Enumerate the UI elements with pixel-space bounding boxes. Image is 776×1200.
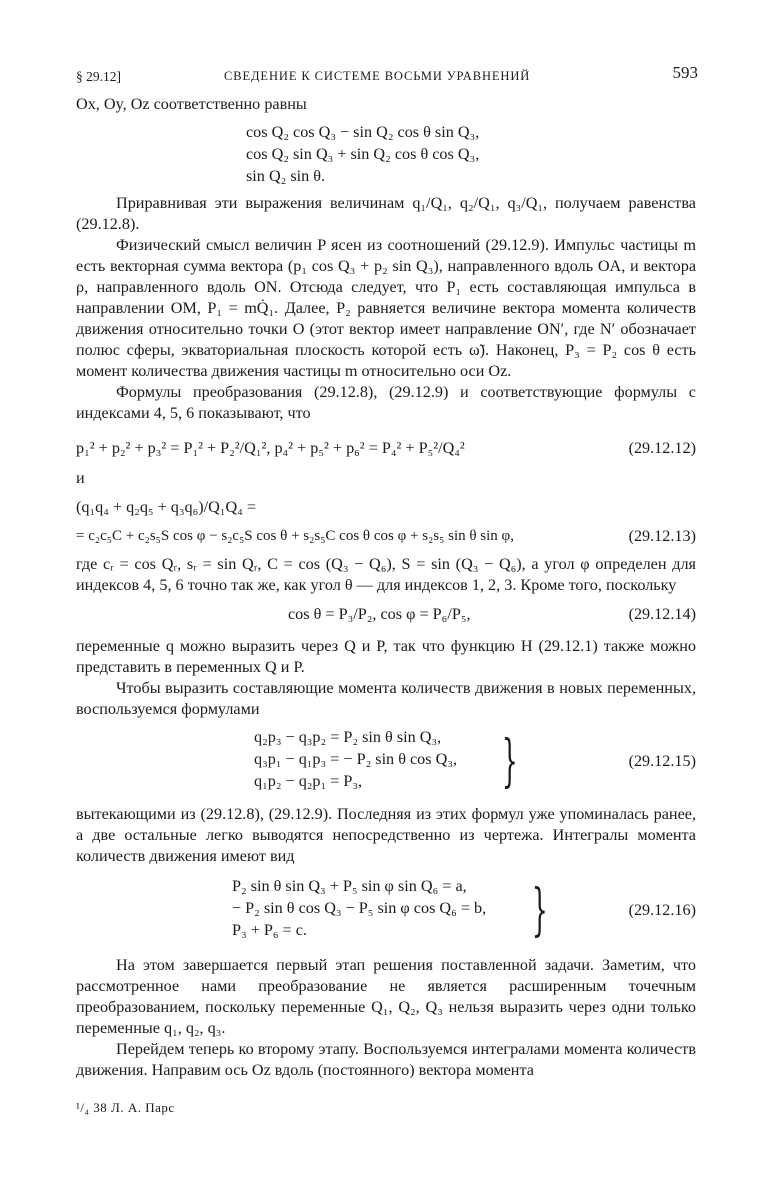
paragraph: Перейдем теперь ко второму этапу. Воспользуемся интегралами момента количеств движения. Направим ось Oz вдоль (постоянного) вектора момента bbox=[76, 1040, 696, 1079]
paragraph: Формулы преобразования (29.12.8), (29.12.9) и соответствующие формулы с индексами 4, 5, 6 показывают, что bbox=[76, 383, 696, 422]
equation-lines bbox=[254, 726, 457, 792]
equation-number: (29.12.14) bbox=[628, 605, 696, 623]
formula-block bbox=[246, 121, 696, 187]
paragraph: Чтобы выразить составляющие момента количеств движения в новых переменных, воспользуемся формулами bbox=[76, 679, 696, 718]
equation-29-12-16 bbox=[76, 875, 696, 947]
page-number: 593 bbox=[672, 63, 698, 82]
equation-line: P₂ sin θ sin Q₃ + P₅ sin φ sin Q₆ = a, bbox=[232, 877, 467, 895]
equation-29-12-14 bbox=[76, 596, 696, 630]
paragraph: переменные q можно выразить через Q и P, так что функцию H (29.12.1) также можно представить в переменных Q и P. bbox=[76, 637, 696, 676]
section-ref: § 29.12] bbox=[76, 69, 121, 84]
paragraph: где cᵣ = cos Qᵣ, sᵣ = sin Qᵣ, C = cos (Q₃ − Q₆), S = sin (Q₃ − Q₆), а угол φ определен для индексов 4, 5, 6 точно так же, как угол θ — для индексов 1, 2, 3. Кроме того, поскольку bbox=[76, 555, 696, 594]
equation-29-12-12 bbox=[76, 430, 696, 464]
equation-line: q₁p₂ − q₂p₁ = P₃, bbox=[254, 772, 363, 790]
paragraph: На этом завершается первый этап решения поставленной задачи. Заметим, что рассмотренное нами преобразование не является расширенным точечным преобразованием, поскольку переменные Q₁, Q₂, Q₃ нельзя выразить через одни только переменные q₁, q₂, q₃. bbox=[76, 956, 696, 1037]
running-header bbox=[76, 62, 696, 84]
intro-line: Ox, Oy, Oz соответственно равны bbox=[76, 95, 307, 113]
equation-number: (29.12.16) bbox=[628, 901, 696, 919]
chapter-title: СВЕДЕНИЕ К СИСТЕМЕ ВОСЬМИ УРАВНЕНИЙ bbox=[224, 69, 531, 83]
right-brace: } bbox=[531, 878, 548, 943]
paragraph: Приравнивая эти выражения величинам q₁/Q₁, q₂/Q₁, q₃/Q₁, получаем равенства (29.12.8). bbox=[76, 194, 696, 233]
equation-29-12-13-line1: (q₁q₄ + q₂q₅ + q₃q₆)/Q₁Q₄ = bbox=[76, 498, 256, 516]
equation-line: q₃p₁ − q₁p₃ = − P₂ sin θ cos Q₃, bbox=[254, 750, 458, 768]
page bbox=[76, 62, 696, 1081]
equation-lines bbox=[232, 875, 486, 941]
equation-text: cos θ = P₃/P₂, cos φ = P₆/P₅, bbox=[288, 605, 471, 623]
formula-line: sin Q₂ sin θ. bbox=[246, 167, 326, 185]
paragraph: вытекающими из (29.12.8), (29.12.9). Последняя из этих формул уже упоминалась ранее, а две остальные легко выводятся непосредственно из чертежа. Интегралы момента количеств движения имеют вид bbox=[76, 805, 696, 865]
equation-number: (29.12.12) bbox=[628, 439, 696, 457]
equation-line: q₂p₃ − q₃p₂ = P₂ sin θ sin Q₃, bbox=[254, 728, 442, 746]
equation-text: = c₂c₅C + c₂s₅S cos φ − s₂c₅S cos θ + s₂s₅C cos θ cos φ + s₂s₅ sin θ sin φ, bbox=[76, 528, 514, 544]
equation-number: (29.12.15) bbox=[628, 752, 696, 770]
equation-29-12-13 bbox=[76, 526, 696, 548]
equation-number: (29.12.13) bbox=[628, 527, 696, 545]
formula-line: cos Q₂ sin Q₃ + sin Q₂ cos θ cos Q₃, bbox=[246, 145, 480, 163]
equation-line: − P₂ sin θ cos Q₃ − P₅ sin φ cos Q₆ = b, bbox=[232, 899, 487, 917]
equation-29-12-15 bbox=[76, 726, 696, 798]
equation-text: p₁² + p₂² + p₃² = P₁² + P₂²/Q₁², p₄² + p₅² + p₆² = P₄² + P₅²/Q₄² bbox=[76, 439, 465, 457]
footer-signature: ¹/₄ 38 Л. А. Парс bbox=[76, 1100, 175, 1115]
conjunction: и bbox=[76, 469, 85, 487]
right-brace: } bbox=[501, 729, 518, 794]
formula-line: cos Q₂ cos Q₃ − sin Q₂ cos θ sin Q₃, bbox=[246, 123, 480, 141]
paragraph: Физический смысл величин P ясен из соотношений (29.12.9). Импульс частицы m есть векторная сумма вектора (p₁ cos Q₃ + p₂ sin Q₃), направленного вдоль OA, и вектора ρ, направленного вдоль ON. Отсюда следует, что P₁ есть составляющая импульса в направлении OM, P₁ = mQ̇₁. Далее, P₂ равняется величине вектора момента количеств движения относительно точки O (этот вектор имеет направление ON′, где N′ обозначает полюс сферы, экваториальная плоскость которой есть ω̃). Наконец, P₃ = P₂ cos θ есть момент количества движения частицы m относительно оси Oz. bbox=[76, 236, 696, 380]
equation-line: P₃ + P₆ = c. bbox=[232, 921, 307, 939]
